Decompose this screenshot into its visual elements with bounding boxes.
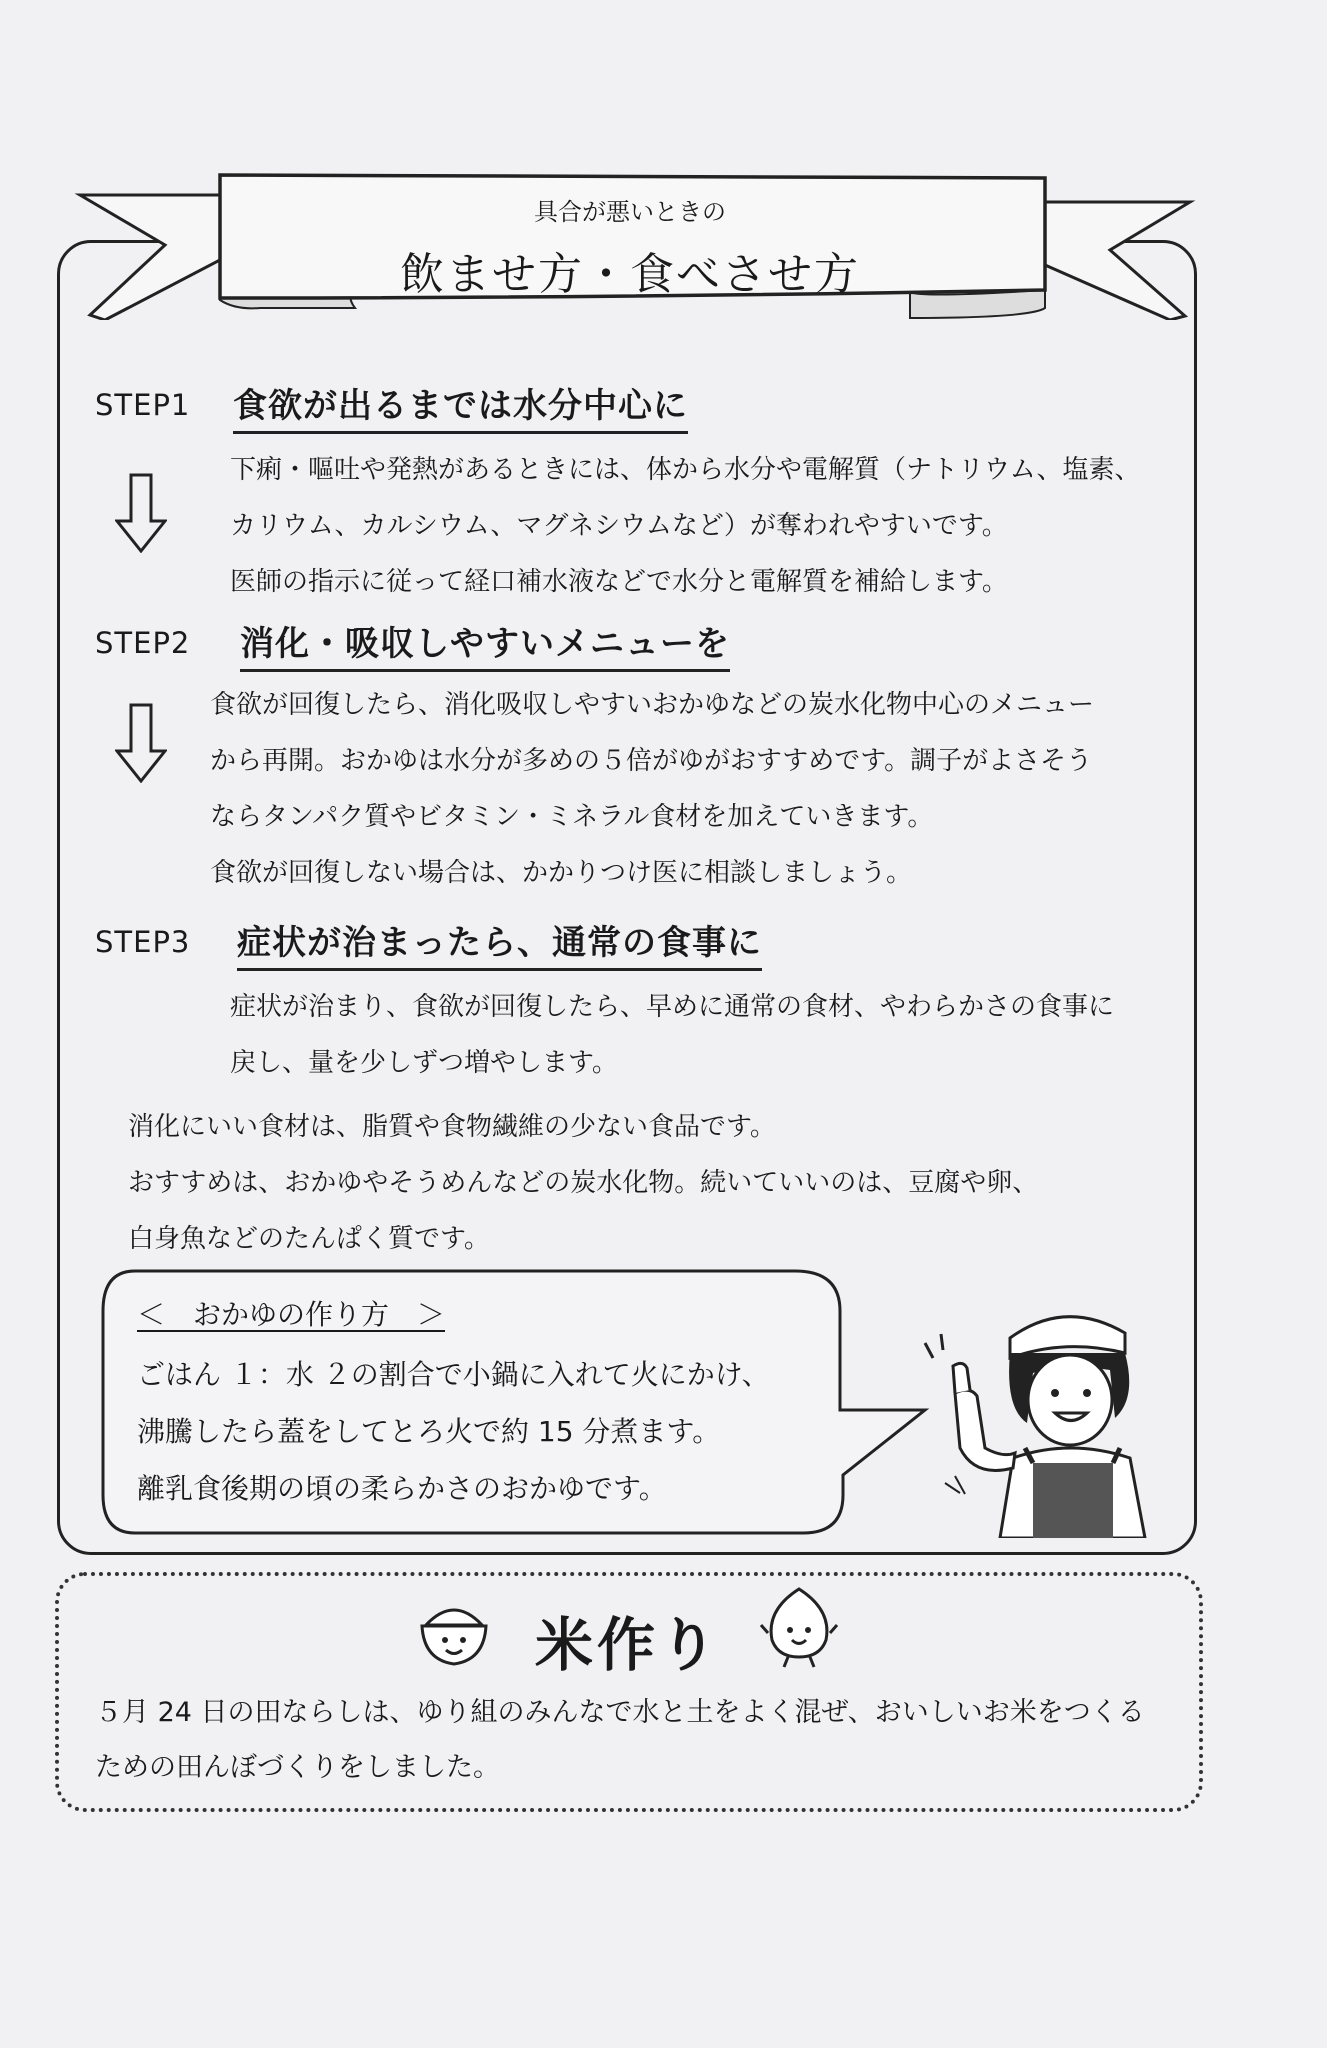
rice-title: 米作り [535,1611,722,1679]
cook-illustration [915,1298,1155,1538]
digestion-line: 消化にいい食材は、脂質や食物繊維の少ない食品です。 [128,1112,776,1142]
step1-line: 医師の指示に従って経口補水液などで水分と電解質を補給します。 [230,567,1008,597]
step2-line: から再開。おかゆは水分が多めの５倍がゆがおすすめです。調子がよさそう [210,746,1093,776]
step1-title: 食欲が出るまでは水分中心に [233,378,688,434]
step3-title: 症状が治まったら、通常の食事に [237,915,762,971]
step3-line: 症状が治まり、食欲が回復したら、早めに通常の食材、やわらかさの食事に [230,992,1115,1022]
rice-line: ための田んぼづくりをしました。 [95,1752,500,1783]
digestion-line: おすすめは、おかゆやそうめんなどの炭水化物。続いていいのは、豆腐や卵、 [128,1168,1039,1198]
banner-title: 飲ませ方・食べさせ方 [400,249,860,300]
rice-line: ５月 24 日の田ならしは、ゆり組のみんなで水と土をよく混ぜ、おいしいお米をつくる [95,1697,1145,1728]
step1-line: カリウム、カルシウム、マグネシウムなど）が奪われやすいです。 [230,511,1008,541]
okayu-line: 沸騰したら蓋をしてとろ火で約 15 分煮ます。 [137,1415,721,1448]
banner-subtitle: 具合が悪いときの [534,198,726,226]
step2-label: STEP2 [95,626,191,660]
step2-line: ならタンパク質やビタミン・ミネラル食材を加えていきます。 [210,802,934,832]
step1-label: STEP1 [95,388,191,422]
step1-line: 下痢・嘔吐や発熱があるときには、体から水分や電解質（ナトリウム、塩素、 [230,455,1141,485]
okayu-line: ごはん １：水 ２の割合で小鍋に入れて火にかけ、 [137,1358,770,1391]
okayu-line: 離乳食後期の頃の柔らかさのおかゆです。 [137,1472,667,1505]
step3-line: 戻し、量を少しずつ増やします。 [230,1048,618,1078]
down-arrow-icon [115,473,167,553]
okayu-title: ＜ おかゆの作り方 ＞ [137,1298,446,1331]
step3-label: STEP3 [95,925,191,959]
digestion-line: 白身魚などのたんぱく質です。 [128,1224,490,1254]
step2-title: 消化・吸収しやすいメニューを [240,616,730,672]
rice-grain-icon [760,1585,838,1670]
rice-bowl-icon [418,1590,490,1668]
step2-line: 食欲が回復しない場合は、かかりつけ医に相談しましょう。 [210,858,913,888]
step2-line: 食欲が回復したら、消化吸収しやすいおかゆなどの炭水化物中心のメニュー [210,690,1095,720]
down-arrow-icon [115,703,167,783]
